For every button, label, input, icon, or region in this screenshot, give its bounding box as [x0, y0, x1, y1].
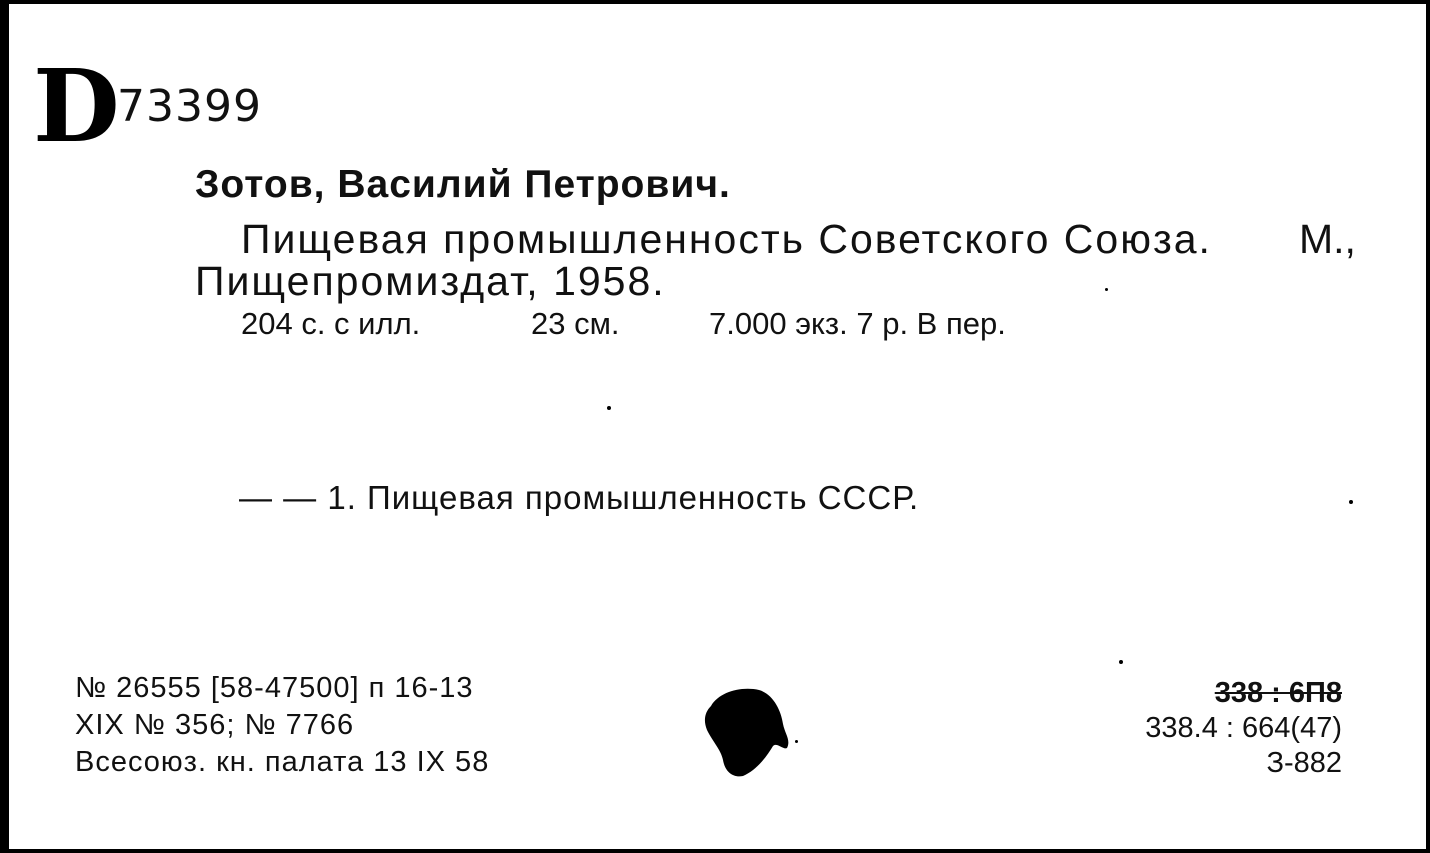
print-info-block — [75, 670, 489, 781]
ink-speck — [1119, 660, 1123, 664]
print-info-line: № 26555 [58-47500] п 16-13 — [75, 672, 474, 704]
handwritten-accession-number: 73399 — [117, 81, 262, 132]
page-count: 204 с. с илл. — [241, 306, 421, 341]
ink-blot — [697, 684, 793, 780]
book-title: Пищевая промышленность Советского Союза. — [241, 216, 1212, 262]
ink-speck — [1349, 500, 1353, 504]
copies-and-price: 7.000 экз. 7 р. В пер. — [709, 306, 1006, 341]
book-size: 23 см. — [531, 306, 620, 341]
publication-place: М., — [1299, 216, 1356, 262]
print-info-line: Всесоюз. кн. палата 13 IX 58 — [75, 746, 490, 778]
ink-speck — [607, 406, 611, 410]
stamp-letter: D — [33, 47, 120, 165]
classification-block — [1145, 676, 1342, 781]
ink-speck — [1105, 288, 1108, 291]
classification-code: 338.4 : 664(47) — [1145, 712, 1342, 744]
publisher-year: Пищепромиздат, 1958. — [195, 258, 666, 304]
struck-classification: 338 : 6П8 — [1214, 677, 1342, 709]
physical-description — [241, 304, 1006, 344]
print-info-line: XIX № 356; № 7766 — [75, 709, 355, 741]
ink-speck — [795, 740, 798, 743]
author-mark: З-882 — [1266, 747, 1342, 779]
subject-tracing: — — 1. Пищевая промышленность СССР. — [239, 479, 920, 516]
author-heading: Зотов, Василий Петрович. — [195, 163, 731, 206]
